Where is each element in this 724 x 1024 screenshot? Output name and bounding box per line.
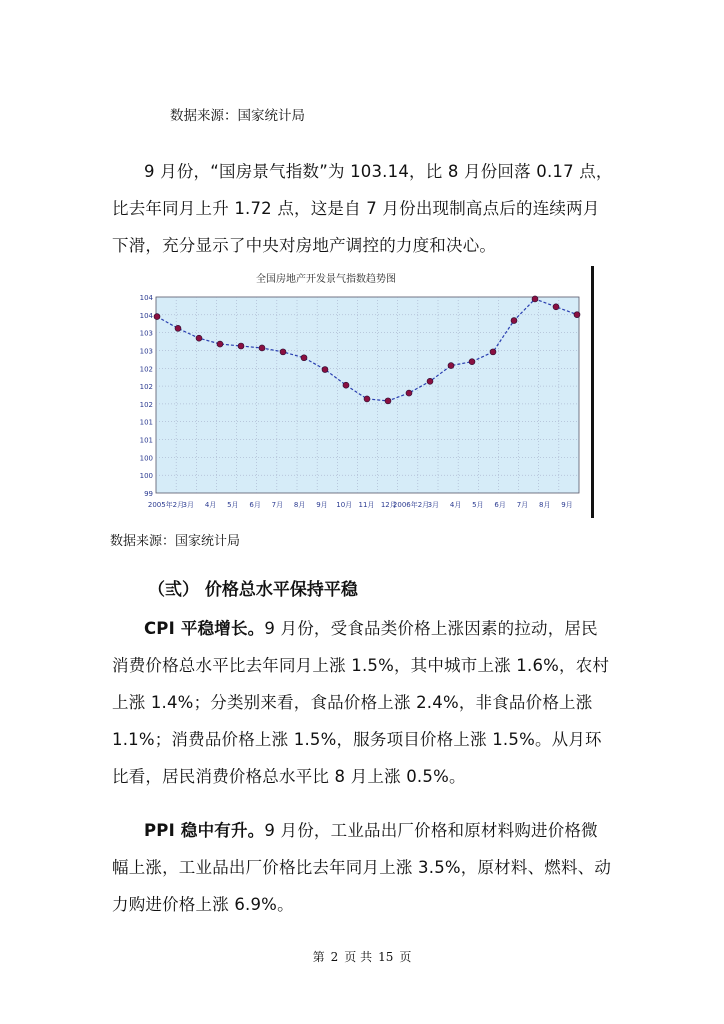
data-point [343,382,349,388]
cpi-text: 9 月份，受食品类价格上涨因素的拉动，居民消费价格总水平比去年同月上涨 1.5%，其中城市上涨 1.6%，农村上涨 1.4%；分类别来看，食品价格上涨 2.4%，非食品价格上涨 1.1%；消费品价格上涨 1.5%，服务项目价格上涨 1.5%。从月环比看，居民消费价格总水平比 8 月上涨 0.5%。 [112,619,610,786]
footer-total-pages: 15 [378,950,394,964]
x-tick-label: 7月 [516,501,529,509]
x-tick-label: 2005年2月 [147,501,185,509]
x-tick-label: 8月 [293,501,306,509]
housing-index-chart [133,266,595,518]
y-tick-label: 102 [139,383,153,392]
paragraph-housing-index: 9 月份，“国房景气指数”为 103.14，比 8 月份回落 0.17 点，比去年同月上升 1.72 点，这是自 7 月份出现制高点后的连续两月下滑，充分显示了中央对房地产调控的力度和决心。 [112,162,613,255]
data-point [301,355,307,361]
page-footer [0,948,724,965]
x-tick-label: 2006年2月 [392,501,430,509]
data-point [154,314,160,320]
y-tick-label: 101 [139,436,153,445]
data-point [259,345,265,351]
x-tick-label: 7月 [271,501,284,509]
data-point [175,325,181,331]
data-point [238,343,244,349]
data-point [385,398,391,404]
section-heading: （弎） 价格总水平保持平稳 [148,580,358,600]
data-point [196,335,202,341]
y-tick-label: 101 [139,418,153,427]
x-tick-label: 12月 [380,501,397,509]
data-point [511,318,517,324]
data-point [553,304,559,310]
x-tick-label: 10月 [336,501,353,509]
y-tick-label: 102 [139,365,153,374]
ppi-lead: PPI 稳中有升。 [144,821,265,840]
x-tick-label: 11月 [358,501,375,509]
x-tick-label: 9月 [316,501,328,509]
data-point [532,296,538,302]
y-tick-label: 102 [139,400,153,409]
footer-mid: 页 共 [344,950,373,964]
source-note-top: 数据来源：国家统计局 [170,108,305,124]
data-point [469,359,475,365]
y-tick-label: 104 [139,294,153,302]
data-point [406,390,412,396]
paragraph-cpi [112,610,614,795]
x-tick-label: 5月 [472,501,484,509]
x-tick-label: 9月 [561,501,573,509]
footer-page-number: 2 [330,950,339,964]
paragraph-ppi [112,812,614,923]
data-point [322,367,328,373]
source-note-bottom: 数据来源：国家统计局 [110,534,241,549]
data-point [217,341,223,347]
x-tick-label: 3月 [182,501,195,509]
chart-title: 全国房地产开发景气指数趋势图 [256,274,396,285]
data-point [490,349,496,355]
x-tick-label: 4月 [204,501,217,509]
data-point [574,312,580,318]
x-tick-label: 6月 [249,501,261,509]
data-point [364,396,370,402]
ppi-text: 9 月份，工业品出厂价格和原材料购进价格微幅上涨，工业品出厂价格比去年同月上涨 3.5%，原材料、燃料、动力购进价格上涨 6.9%。 [112,821,612,914]
cpi-lead: CPI 平稳增长。 [144,619,265,638]
y-tick-label: 100 [139,454,153,463]
footer-prefix: 第 [312,950,325,964]
x-tick-label: 4月 [449,501,462,509]
y-tick-label: 103 [139,329,153,338]
x-tick-label: 8月 [538,501,551,509]
y-tick-label: 99 [144,490,153,498]
plot-area [156,297,579,493]
x-tick-label: 3月 [427,501,440,509]
x-tick-label: 5月 [227,501,239,509]
data-point [448,363,454,369]
data-point [280,349,286,355]
y-tick-label: 104 [139,311,153,320]
y-tick-label: 103 [139,347,153,356]
data-point [427,378,433,384]
footer-suffix: 页 [399,950,412,964]
y-tick-label: 100 [139,472,153,481]
x-tick-label: 6月 [494,501,506,509]
